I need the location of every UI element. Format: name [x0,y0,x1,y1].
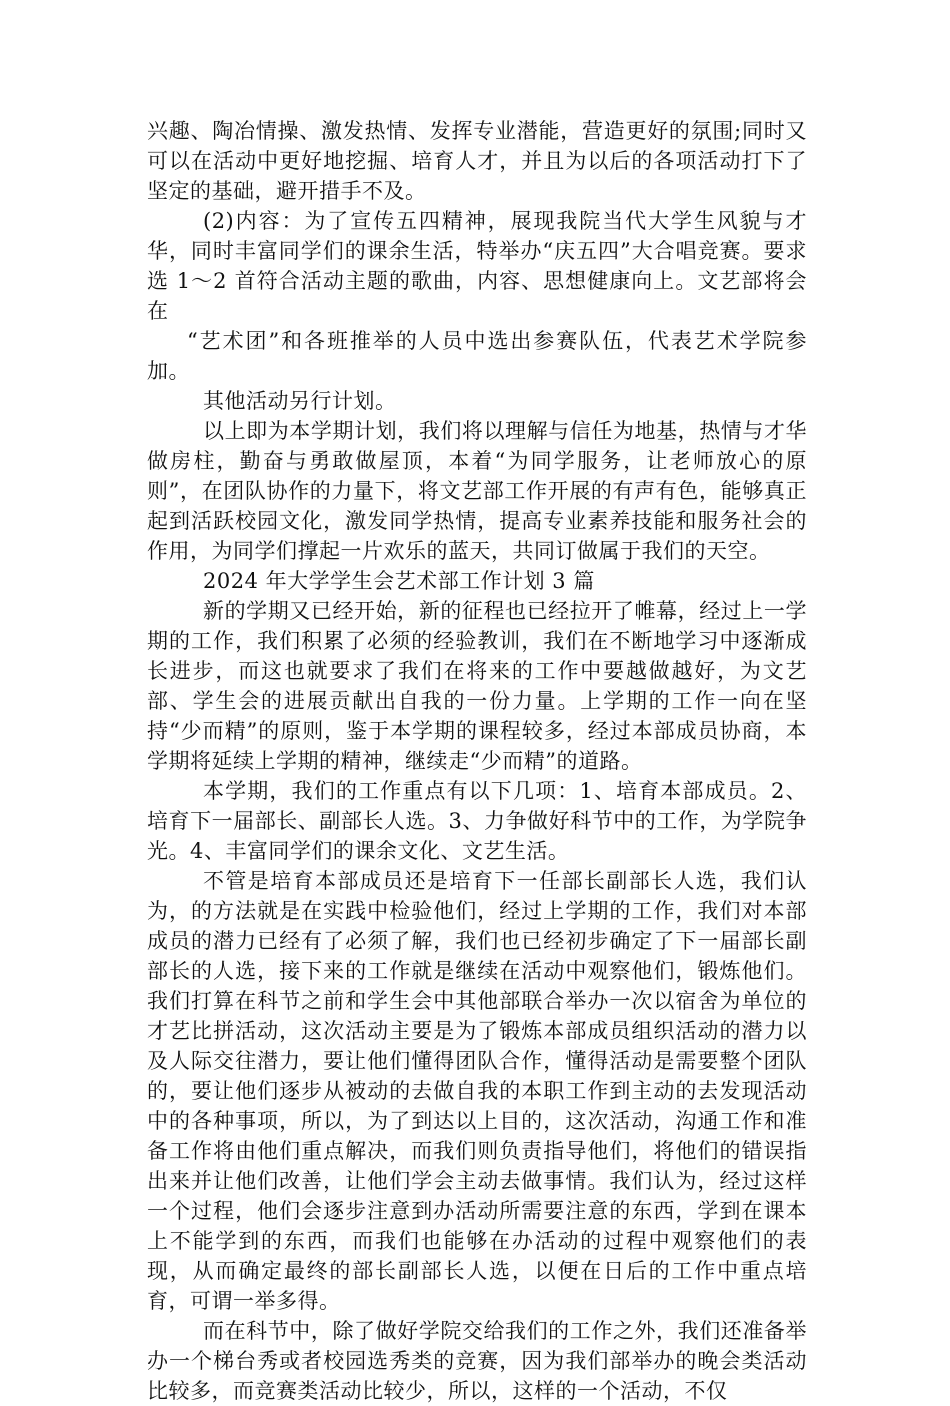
paragraph-key-tasks: 本学期，我们的工作重点有以下几项：1、培育本部成员。2、培育下一届部长、副部长人选。3、力争做好科节中的工作，为学院争光。4、丰富同学们的课余文化、文艺生活。 [147,779,807,863]
paragraph-training-members: 不管是培育本部成员还是培育下一任部长副部长人选，我们认为，的方法就是在实践中检验他们，经过上学期的工作，我们对本部成员的潜力已经有了必须了解，我们也已经初步确定了下一届部长副部长的人选，接下来的工作就是继续在活动中观察他们，锻炼他们。我们打算在科节之前和学生会中其他部联合举办一次以宿舍为单位的才艺比拼活动，这次活动主要是为了锻炼本部成员组织活动的潜力以及人际交往潜力，要让他们懂得团队合作，懂得活动是需要整个团队的，要让他们逐步从被动的去做自我的本职工作到主动的去发现活动中的各种事项，所以，为了到达以上目的，这次活动，沟通工作和准备工作将由他们重点解决，而我们则负责指导他们，将他们的错误指出来并让他们改善，让他们学会主动去做事情。我们认为，经过这样一个过程，他们会逐步注意到办活动所需要注意的东西，学到在课本上不能学到的东西，而我们也能够在办活动的过程中观察他们的表现，从而确定最终的部长副部长人选，以便在日后的工作中重点培育，可谓一举多得。 [147,869,807,1313]
document-body [147,116,807,1406]
paragraph-science-festival: 而在科节中，除了做好学院交给我们的工作之外，我们还准备举办一个梯台秀或者校园选秀类的竞赛，因为我们部举办的晚会类活动比较多，而竞赛类活动比较少，所以，这样的一个活动，不仅 [147,1319,807,1403]
paragraph-continuation: 兴趣、陶冶情操、激发热情、发挥专业潜能，营造更好的氛围;同时又可以在活动中更好地挖掘、培育人才，并且为以后的各项活动打下了坚定的基础，避开措手不及。 [147,119,807,203]
paragraph-new-semester: 新的学期又已经开始，新的征程也已经拉开了帷幕，经过上一学期的工作，我们积累了必须的经验教训，我们在不断地学习中逐渐成长进步，而这也就要求了我们在将来的工作中要越做越好，为文艺部、学生会的进展贡献出自我的一份力量。上学期的工作一向在坚持“少而精”的原则，鉴于本学期的课程较多，经过本部成员协商，本学期将延续上学期的精神，继续走“少而精”的道路。 [147,599,807,773]
paragraph-other-activities: 其他活动另行计划。 [203,389,397,413]
paragraph-semester-plan-summary: 以上即为本学期计划，我们将以理解与信任为地基，热情与才华做房柱，勤奋与勇敢做屋顶，本着“为同学服务，让老师放心的原则”，在团队协作的力量下，将文艺部工作开展的有声有色，能够真正起到活跃校园文化，激发同学热情，提高专业素养技能和服务社会的作用，为同学们撑起一片欢乐的蓝天，共同订做属于我们的天空。 [147,419,807,563]
section-title: 2024 年大学学生会艺术部工作计划 3 篇 [203,569,595,593]
paragraph-content-item: (2)内容：为了宣传五四精神，展现我院当代大学生风貌与才华，同时丰富同学们的课余生活，特举办“庆五四”大合唱竞赛。要求选 1～2 首符合活动主题的歌曲，内容、思想健康向上。文艺部将会在 [147,209,807,323]
paragraph-art-troupe: “艺术团”和各班推举的人员中选出参赛队伍，代表艺术学院参加。 [147,329,807,383]
